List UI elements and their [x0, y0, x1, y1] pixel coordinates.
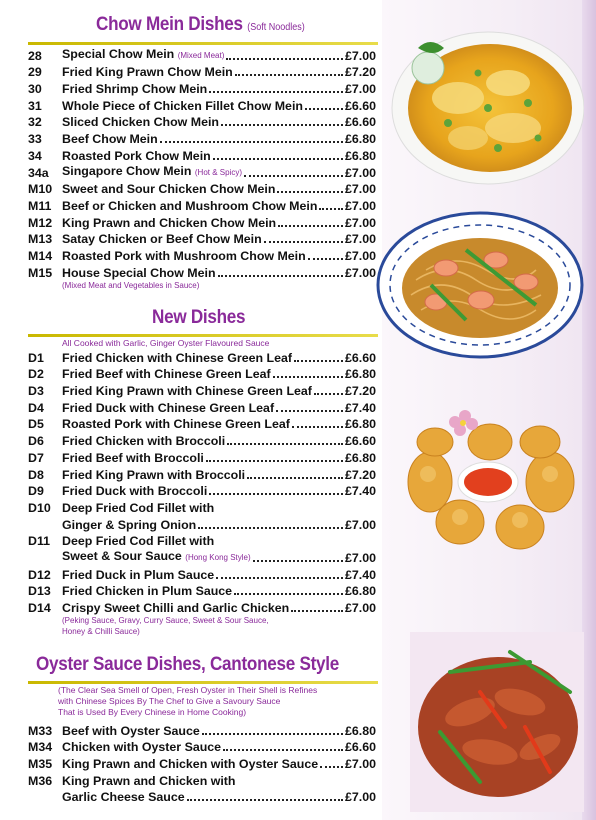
menu-item [28, 772, 376, 789]
dot-leader [244, 175, 343, 177]
item-number: M10 [28, 182, 53, 197]
menu-item [28, 722, 376, 739]
menu-item [28, 197, 376, 214]
dot-leader [235, 74, 343, 76]
item-number: D7 [28, 450, 44, 465]
menu-item [28, 264, 376, 281]
chow-mein-list [28, 47, 376, 291]
item-price: £6.60 [344, 115, 376, 130]
dot-leader [278, 225, 343, 227]
item-price: £6.80 [344, 367, 376, 382]
item-number: 30 [28, 82, 42, 97]
item-name: Fried Chicken with Chinese Green Leaf [62, 350, 292, 365]
dot-leader [319, 208, 343, 210]
menu-item [28, 583, 376, 600]
item-name: Sweet and Sour Chicken Chow Mein [62, 182, 276, 197]
menu-item [28, 739, 376, 756]
item-name: Deep Fried Cod Fillet with [62, 534, 215, 549]
item-number: D9 [28, 484, 44, 499]
item-name: Beef with Oyster Sauce [62, 723, 200, 738]
dot-leader [277, 191, 343, 193]
item-number: M11 [28, 198, 52, 213]
menu-item [28, 449, 376, 466]
item-name: Crispy Sweet Chilli and Garlic Chicken [62, 601, 290, 615]
item-name: Fried Chicken in Plum Sauce [62, 584, 233, 599]
item-price: £7.00 [344, 248, 376, 263]
item-number: D11 [28, 534, 51, 549]
item-name: Chicken with Oyster Sauce [62, 740, 222, 755]
item-price: £7.00 [344, 182, 376, 197]
menu-item [28, 755, 376, 772]
chow-mein-title-text: Chow Mein Dishes [96, 14, 243, 35]
item-number: 33 [28, 132, 42, 147]
item-number: M13 [28, 232, 53, 247]
item-price: £7.00 [344, 265, 376, 280]
oyster-divider [28, 681, 378, 684]
item-name: Fried Shrimp Chow Mein [62, 82, 208, 97]
item-number: M14 [28, 248, 53, 263]
menu-item [28, 399, 376, 416]
menu-item [28, 382, 376, 399]
item-number: D3 [28, 384, 44, 399]
noodle-dish-photo [376, 210, 584, 360]
item-price: £7.40 [344, 484, 376, 499]
item-name: Fried Duck with Chinese Green Leaf [62, 400, 275, 415]
item-name-text: Special Chow Mein [62, 46, 175, 61]
dot-leader [305, 108, 343, 110]
item-price: £6.60 [344, 98, 376, 113]
menu-item [28, 147, 376, 164]
menu-item [28, 599, 376, 616]
item-note: (Mixed Meat) [177, 50, 225, 60]
item-name: Fried Duck with Broccoli [62, 484, 208, 499]
item-number: D1 [28, 350, 44, 365]
dot-leader [247, 477, 343, 479]
item-name: Deep Fried Cod Fillet with [62, 500, 215, 515]
item-name: King Prawn and Chicken with [62, 773, 236, 788]
item-price: £6.80 [344, 132, 376, 147]
menu-item [28, 164, 376, 181]
menu-item [28, 432, 376, 449]
item-number: D6 [28, 434, 44, 449]
menu-item [28, 566, 376, 583]
item-name-line2: Ginger & Spring Onion [62, 517, 197, 532]
menu-item [28, 130, 376, 147]
item-name: Roasted Pork with Chinese Green Leaf [62, 417, 290, 432]
item-number: M34 [28, 740, 53, 755]
item-number: 34 [28, 148, 42, 163]
dot-leader [308, 258, 343, 260]
item-name: Fried King Prawn with Broccoli [62, 467, 246, 482]
dot-leader [276, 410, 343, 412]
item-number: 28 [28, 48, 42, 63]
oyster-intro-2: with Chinese Spices By The Chef to Give a Savoury Sauce [58, 696, 281, 706]
dot-leader [198, 527, 343, 529]
oyster-intro-1: (The Clear Sea Smell of Open, Fresh Oyster in Their Shell is Refines [58, 685, 318, 695]
item-name-text: Sweet & Sour Sauce [62, 548, 182, 563]
dot-leader [216, 577, 343, 579]
menu-item [28, 80, 376, 97]
item-number: D12 [28, 567, 51, 582]
item-number: M33 [28, 723, 53, 738]
oyster-title: Oyster Sauce Dishes, Cantonese Style [36, 654, 339, 675]
dot-leader [202, 733, 343, 735]
menu-item [28, 533, 376, 550]
item-name-line2 [62, 548, 251, 566]
menu-item [28, 499, 376, 516]
item-number: 31 [28, 98, 42, 113]
menu-item [28, 97, 376, 114]
item-name: House Special Chow Mein [62, 265, 216, 280]
new-dishes-divider [28, 334, 378, 337]
menu-item-continuation [28, 516, 376, 533]
menu-item [28, 416, 376, 433]
item-price: £7.40 [344, 567, 376, 582]
item-name: Beef or Chicken and Mushroom Chow Mein [62, 198, 318, 213]
item-name [62, 46, 224, 64]
item-note: (Hot & Spicy) [194, 167, 242, 177]
item-name: Fried Beef with Broccoli [62, 450, 204, 465]
chow-mein-divider [28, 42, 378, 45]
item-price: £7.20 [344, 384, 376, 399]
dot-leader [227, 443, 343, 445]
dot-leader [221, 124, 343, 126]
item-price: £6.60 [344, 740, 376, 755]
menu-item [28, 483, 376, 500]
menu-item [28, 231, 376, 248]
dot-leader [226, 58, 343, 60]
menu-item [28, 114, 376, 131]
menu-item [28, 349, 376, 366]
item-name: Sliced Chicken Chow Mein [62, 115, 219, 130]
item-name: Roasted Pork Chow Mein [62, 148, 211, 163]
item-name [62, 163, 242, 181]
menu-item-continuation [28, 789, 376, 806]
item-number: D8 [28, 467, 44, 482]
oyster-sauce-dish-photo [410, 632, 584, 812]
dot-leader [209, 493, 343, 495]
item-number: M35 [28, 757, 53, 772]
item-price: £7.00 [344, 165, 376, 180]
new-dishes-title: New Dishes [152, 307, 246, 328]
item-price: £7.00 [344, 550, 376, 565]
item-number: M12 [28, 215, 53, 230]
item-number: 32 [28, 115, 42, 130]
menu-item [28, 466, 376, 483]
item-number: 34a [28, 165, 49, 180]
item-price: £7.00 [344, 232, 376, 247]
dot-leader [234, 593, 343, 595]
item-price: £6.80 [344, 584, 376, 599]
dot-leader [253, 560, 343, 562]
chow-mein-title [96, 14, 305, 36]
dot-leader [264, 241, 343, 243]
new-dishes-list [28, 349, 376, 637]
menu-item [28, 214, 376, 231]
item-number: D2 [28, 367, 44, 382]
dot-leader [273, 376, 343, 378]
menu-item [28, 64, 376, 81]
menu-item [28, 47, 376, 64]
item-name-text: Singapore Chow Mein [62, 163, 192, 178]
dot-leader [209, 91, 343, 93]
item-number: M15 [28, 265, 53, 280]
item-footnote: (Mixed Meat and Vegetables in Sauce) [62, 280, 200, 290]
item-name: Satay Chicken or Beef Chow Mein [62, 232, 262, 247]
item-price: £6.60 [344, 434, 376, 449]
item-number: D4 [28, 400, 44, 415]
dot-leader [206, 460, 343, 462]
item-price: £7.00 [344, 790, 376, 805]
item-price: £7.20 [344, 467, 376, 482]
dot-leader [314, 393, 343, 395]
item-footnote: Honey & Chilli Sauce) [62, 626, 140, 636]
item-number: D5 [28, 417, 44, 432]
menu-item-continuation [28, 549, 376, 566]
item-price: £7.20 [344, 65, 376, 80]
item-name: Fried Beef with Chinese Green Leaf [62, 367, 271, 382]
dot-leader [294, 360, 343, 362]
curry-dish-photo [388, 28, 584, 188]
tempura-prawn-photo [400, 402, 584, 580]
item-number: D14 [28, 601, 51, 615]
item-price: £6.80 [344, 417, 376, 432]
item-name: Fried Duck in Plum Sauce [62, 567, 215, 582]
item-price: £6.80 [344, 148, 376, 163]
dot-leader [160, 141, 343, 143]
item-name: Fried King Prawn Chow Mein [62, 65, 233, 80]
item-name: Fried Chicken with Broccoli [62, 434, 226, 449]
item-price: £6.80 [344, 450, 376, 465]
item-number: D13 [28, 584, 51, 599]
item-price: £7.00 [344, 48, 376, 63]
dot-leader [218, 275, 343, 277]
menu-item [28, 247, 376, 264]
dot-leader [187, 799, 343, 801]
item-price: £7.00 [344, 82, 376, 97]
page-edge-strip [582, 0, 596, 820]
item-number: D10 [28, 500, 51, 515]
item-price: £7.00 [344, 215, 376, 230]
item-name: Beef Chow Mein [62, 132, 158, 147]
dot-leader [320, 766, 343, 768]
item-number: 29 [28, 65, 42, 80]
item-name: King Prawn and Chicken with Oyster Sauce [62, 757, 319, 772]
item-footnote: (Peking Sauce, Gravy, Curry Sauce, Sweet & Sour Sauce, [62, 616, 269, 625]
item-price: £7.00 [344, 198, 376, 213]
item-price: £7.00 [344, 517, 376, 532]
menu-item [28, 181, 376, 198]
item-name: Roasted Pork with Mushroom Chow Mein [62, 248, 306, 263]
item-price: £6.80 [344, 723, 376, 738]
item-note: (Hong Kong Style) [185, 552, 251, 562]
item-price: £7.40 [344, 400, 376, 415]
item-name: Whole Piece of Chicken Fillet Chow Mein [62, 98, 303, 113]
item-price: £7.00 [344, 757, 376, 772]
menu-item [28, 366, 376, 383]
item-name: King Prawn and Chicken Chow Mein [62, 215, 277, 230]
dot-leader [291, 610, 343, 612]
item-name: Fried King Prawn with Chinese Green Leaf [62, 384, 312, 399]
new-dishes-intro: All Cooked with Garlic, Ginger Oyster Flavoured Sauce [62, 338, 270, 348]
dot-leader [213, 158, 343, 160]
item-price: £7.00 [344, 601, 376, 615]
item-number: M36 [28, 773, 53, 788]
item-name-line2: Garlic Cheese Sauce [62, 790, 185, 805]
dot-leader [223, 749, 343, 751]
oyster-intro-3: That is Used By Every Chinese in Home Cooking) [58, 707, 247, 717]
dot-leader [292, 426, 343, 428]
chow-mein-subtitle: (Soft Noodles) [247, 22, 305, 33]
item-price: £6.60 [344, 350, 376, 365]
oyster-list [28, 722, 376, 805]
